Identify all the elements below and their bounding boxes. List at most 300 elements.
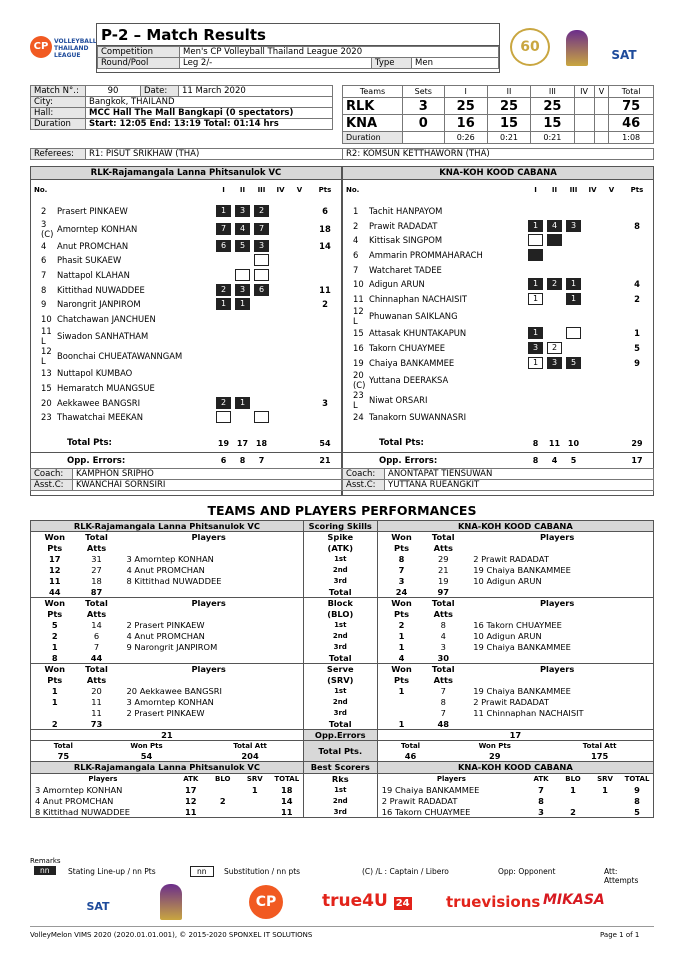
- player-pts: [621, 370, 653, 390]
- sponsor-nsdf-logo: [160, 884, 182, 920]
- best-value: 18: [280, 784, 293, 795]
- asst-coach-label: Asst.C:: [343, 480, 385, 491]
- rks-label: Rks: [331, 773, 349, 784]
- set-cell: [214, 395, 233, 410]
- set-cell: [290, 239, 309, 254]
- won-pts: 1: [51, 686, 58, 696]
- best-scorer-row: [31, 784, 303, 795]
- player-pts: 2: [634, 293, 640, 304]
- set-cell: [545, 204, 564, 219]
- player-pts: [309, 410, 341, 425]
- team-code: KNA: [343, 115, 403, 132]
- best-value: 3: [538, 806, 544, 817]
- total-pts-value: 8: [532, 438, 539, 448]
- set-cell: [564, 233, 583, 248]
- cp-volleyball-logo: CP VOLLEYBALL THAILAND LEAGUE: [30, 36, 90, 58]
- won-pts: 5: [51, 620, 58, 630]
- starting-lineup-box: 3: [254, 240, 269, 252]
- total-atts: 7: [440, 708, 446, 718]
- starting-lineup-box: 2: [216, 397, 231, 409]
- player-name: Prasert PINKAEW: [57, 206, 128, 217]
- atts-total: 97: [437, 586, 450, 597]
- set-cell: [545, 326, 564, 341]
- summary-header: Total: [400, 741, 421, 750]
- starting-lineup-box: 4: [547, 220, 562, 232]
- starting-lineup-box: 6: [216, 240, 231, 252]
- total-pts-value: 11: [548, 438, 561, 448]
- player-pts: [309, 366, 341, 381]
- set-cell: [583, 204, 602, 219]
- best-player: 8 Kittithad NUWADDEE: [35, 806, 130, 817]
- substitution-box: [254, 269, 269, 281]
- sponsor-true4u-logo: true4U 24: [322, 891, 410, 911]
- player-row: [343, 341, 653, 356]
- set-cell: [233, 381, 252, 396]
- player-number: 7: [353, 264, 359, 275]
- atts-total: 48: [437, 718, 450, 729]
- set-cell: [583, 306, 602, 326]
- sub-header: Pts: [47, 675, 63, 685]
- opp-errors-label: Opp. Errors:: [67, 455, 126, 466]
- set-cell: [290, 297, 309, 312]
- set-cell: [271, 268, 290, 283]
- player: 2 Prawit RADADAT: [473, 697, 549, 707]
- skill-row: [31, 576, 654, 587]
- set-cell: [214, 239, 233, 254]
- player: 8 Kittithad NUWADDEE: [115, 576, 304, 587]
- player-row: [31, 312, 341, 327]
- set-cell: [290, 410, 309, 425]
- player-number: 23 L: [353, 389, 364, 410]
- player-row: [343, 326, 653, 341]
- player: 19 Chaiya BANKAMMEE: [473, 686, 571, 696]
- match-no-label: Match N°.:: [31, 86, 86, 97]
- player-row: [343, 262, 653, 277]
- player-name: Chaiya BANKAMMEE: [369, 357, 455, 368]
- substitution-box: [235, 269, 250, 281]
- player-pts: [621, 262, 653, 277]
- best-header: TOTAL: [624, 774, 650, 783]
- set-cell: [214, 297, 233, 312]
- set-cell: [545, 233, 564, 248]
- won-pts: 1: [51, 642, 58, 652]
- set-cell: [290, 312, 309, 327]
- won-header: Won: [44, 664, 65, 675]
- best-team-name: KNA-KOH KOOD CABANA: [378, 762, 653, 773]
- best-value: 11: [184, 806, 197, 817]
- city: Bangkok, THAILAND: [86, 97, 333, 108]
- player-name: Narongrit JANPIROM: [57, 299, 141, 310]
- player-name: Phasit SUKAEW: [57, 255, 122, 266]
- player-pts: [309, 326, 341, 346]
- total-atts: 29: [437, 554, 449, 564]
- skill-row: [31, 697, 654, 708]
- player-name: Yuttana DEERAKSA: [369, 374, 449, 385]
- best-value: 8: [538, 795, 544, 806]
- player-number: 4: [41, 240, 47, 251]
- rank: 3rd: [303, 576, 377, 587]
- player-number: 23: [41, 412, 52, 423]
- best-value: 17: [184, 784, 197, 795]
- set-cell: [602, 292, 621, 307]
- coach-name: KAMPHON SRIPHO: [73, 469, 342, 480]
- anniversary-logo: 60: [510, 28, 550, 66]
- starting-lineup-box: 3: [235, 205, 250, 217]
- won-pts: 2: [398, 620, 405, 630]
- perf-team-a: RLK-Rajamangala Lanna Phitsanulok VC: [31, 521, 304, 532]
- set-cell: [545, 262, 564, 277]
- opp-errors-value: 8: [239, 456, 246, 466]
- best-header: Players: [88, 774, 118, 783]
- sponsor-truevisions-logo: truevisions: [446, 893, 541, 911]
- sub-header: Atts: [433, 675, 453, 685]
- player-name: Anut PROMCHAN: [57, 240, 129, 251]
- set-score: [594, 115, 609, 132]
- skill-row: [31, 642, 654, 653]
- best-value: 9: [634, 784, 640, 795]
- player-number: 1: [353, 206, 359, 217]
- duration-cell: Duration: [343, 132, 403, 144]
- coach-label: Coach:: [31, 469, 73, 480]
- player-pts: 3: [322, 397, 328, 408]
- summary-value: 204: [241, 750, 259, 761]
- total-header: Total: [431, 664, 455, 675]
- player: 2 Prawit RADADAT: [473, 554, 549, 564]
- player-name: Chatchawan JANCHUEN: [57, 313, 156, 324]
- starting-lineup-box: 1: [216, 298, 231, 310]
- set-cell: [271, 219, 290, 239]
- player-name: Thawatchai MEEKAN: [57, 412, 144, 423]
- starting-lineup-box: 6: [254, 284, 269, 296]
- set-cell: [602, 326, 621, 341]
- set-cell: [271, 410, 290, 425]
- best-value: [239, 806, 271, 817]
- starting-lineup-box: 5: [235, 240, 250, 252]
- opp-errors-label: Opp.Errors: [303, 730, 377, 741]
- set-cell: [214, 366, 233, 381]
- set-cell: [271, 253, 290, 268]
- total-atts: 11: [91, 708, 102, 718]
- set-cell: [526, 204, 545, 219]
- coaches-table: [30, 468, 342, 491]
- set-cell: [526, 233, 545, 248]
- player-number: 10: [353, 279, 364, 290]
- player-row: [343, 390, 653, 410]
- set-cell: [602, 248, 621, 263]
- starting-lineup-box: 3: [235, 284, 250, 296]
- player-row: [31, 268, 341, 283]
- opp-legend: Opp: Opponent: [498, 867, 556, 876]
- starting-lineup-box: 4: [235, 223, 250, 235]
- opp-errors-label: Opp. Errors:: [379, 455, 438, 466]
- player: 2 Prasert PINKAEW: [115, 708, 304, 719]
- set-cell: [252, 381, 271, 396]
- player-pts: [309, 346, 341, 366]
- starting-lineup-box: 1: [566, 278, 581, 290]
- player-row: [343, 277, 653, 292]
- player-number: 12 L: [41, 346, 52, 367]
- starting-lineup-box: [547, 234, 562, 246]
- total-pts-label: Total Pts.: [303, 741, 377, 762]
- player-row: [31, 366, 341, 381]
- duration-cell: 1:08: [609, 132, 654, 144]
- players-header: Players: [539, 664, 575, 675]
- player-number: 8: [41, 284, 47, 295]
- set-header: V: [608, 186, 615, 194]
- sub-header: Pts: [394, 675, 410, 685]
- footer-copyright: VolleyMelon VIMS 2020 (2020.01.01.001), © 2015-2020 SPONXEL IT SOLUTIONS: [30, 931, 313, 939]
- set-score: 25: [487, 98, 530, 115]
- total-header: Total: [431, 598, 455, 609]
- best-header: ATK: [183, 774, 199, 783]
- score-header: IV: [574, 86, 594, 98]
- player: 4 Anut PROMCHAN: [115, 565, 304, 576]
- player-pts: 5: [634, 343, 640, 354]
- total-pts-value: 10: [567, 438, 580, 448]
- set-cell: [526, 262, 545, 277]
- no-header: No.: [34, 186, 48, 194]
- won-pts: 12: [48, 565, 61, 575]
- set-cell: [271, 381, 290, 396]
- total-atts: 3: [440, 642, 446, 652]
- best-value: 7: [538, 784, 544, 795]
- set-cell: [214, 268, 233, 283]
- score-header: III: [531, 86, 574, 98]
- starting-lineup-box: 1: [528, 220, 543, 232]
- set-cell: [545, 277, 564, 292]
- player-pts: 11: [319, 284, 331, 295]
- substitution-box: 1: [528, 293, 543, 305]
- round: Leg 2/-: [180, 58, 372, 69]
- player-number: 24: [353, 412, 364, 423]
- set-cell: [526, 248, 545, 263]
- competition-label: Competition: [98, 47, 180, 58]
- set-cell: [290, 253, 309, 268]
- set-cell: [252, 346, 271, 366]
- substitution-box: [254, 254, 269, 266]
- total-label: Total: [303, 587, 377, 598]
- player: 16 Takorn CHUAYMEE: [473, 620, 562, 630]
- substitution-box: [566, 327, 581, 339]
- type: Men: [412, 58, 499, 69]
- remarks-row: [30, 866, 654, 885]
- opp-errors-value: 8: [532, 456, 539, 466]
- set-cell: [252, 253, 271, 268]
- summary-value: 46: [404, 750, 417, 761]
- starting-lineup-box: 3: [566, 220, 581, 232]
- player-name: Kittithad NUWADDEE: [57, 284, 145, 295]
- player: 20 Aekkawee BANGSRI: [115, 686, 304, 697]
- asst-coach-name: YUTTANA RUEANGKIT: [385, 480, 654, 491]
- player-name: Ammarin PROMMAHARACH: [369, 250, 483, 261]
- player-row: [343, 410, 653, 425]
- set-cell: [564, 306, 583, 326]
- set-cell: [233, 326, 252, 346]
- set-cell: [233, 410, 252, 425]
- set-cell: [564, 277, 583, 292]
- nsdf-logo: [566, 30, 588, 66]
- opp-errors-value: 7: [258, 456, 265, 466]
- starting-lineup-box: 5: [566, 357, 581, 369]
- player-name: Hemaratch MUANGSUE: [57, 383, 155, 394]
- sub-header: Pts: [47, 609, 63, 619]
- set-cell: [602, 204, 621, 219]
- won-pts: 11: [48, 576, 61, 586]
- best-value: [207, 806, 239, 817]
- sub-header: Pts: [394, 543, 410, 553]
- set-cell: [214, 381, 233, 396]
- starting-lineup-box: 7: [216, 223, 231, 235]
- starting-lineup-box: 1: [216, 205, 231, 217]
- set-score: 46: [609, 115, 654, 132]
- player-row: [31, 410, 341, 425]
- referee-2: R2: KOMSUN KETTHAWORN (THA): [343, 149, 654, 160]
- player: 19 Chaiya BANKAMMEE: [473, 642, 571, 652]
- total-label: Total: [303, 653, 377, 664]
- set-cell: [214, 204, 233, 219]
- coach-name: ANONTAPAT TIENSUWAN: [385, 469, 654, 480]
- player-name: Attasak KHUNTAKAPUN: [369, 328, 467, 339]
- player-pts: 18: [319, 223, 331, 234]
- player: 4 Anut PROMCHAN: [115, 631, 304, 642]
- won-header: Won: [391, 664, 412, 675]
- player-name: Siwadon SANHATHAM: [57, 331, 149, 342]
- players-header: Players: [115, 598, 304, 609]
- totals-table: [31, 435, 341, 469]
- set-cell: [233, 297, 252, 312]
- players-header: Players: [539, 598, 575, 609]
- total-pts-value: [290, 435, 309, 452]
- set-cell: [545, 248, 564, 263]
- start-legend-box: nn: [34, 866, 56, 875]
- won-header: Won: [391, 532, 412, 543]
- set-cell: [252, 239, 271, 254]
- player-name: Prawit RADADAT: [369, 220, 438, 231]
- player-row: [343, 292, 653, 307]
- player-pts: [621, 390, 653, 410]
- total-atts: 8: [440, 697, 446, 707]
- set-score: 15: [531, 115, 574, 132]
- score-table: [342, 85, 654, 144]
- rank: 1st: [303, 620, 377, 631]
- set-cell: [233, 282, 252, 297]
- skill-name: Block: [303, 598, 377, 609]
- set-cell: [271, 366, 290, 381]
- set-cell: [583, 262, 602, 277]
- set-cell: [252, 297, 271, 312]
- set-cell: [214, 346, 233, 366]
- page-title: P-2 – Match Results: [97, 24, 499, 46]
- won-pts: 1: [398, 642, 405, 652]
- set-score: 16: [444, 115, 487, 132]
- referee-1: R1: PISUT SRIKHAW (THA): [86, 149, 343, 160]
- sub-header: Atts: [433, 609, 453, 619]
- summary-value: 54: [140, 750, 153, 761]
- player-pts: [621, 233, 653, 248]
- best-value: 12: [184, 795, 197, 806]
- set-cell: [583, 370, 602, 390]
- starting-lineup-box: 1: [566, 293, 581, 305]
- players-header: Players: [539, 532, 575, 543]
- duration-label: Duration: [31, 119, 86, 130]
- sub-header: Atts: [86, 675, 107, 685]
- set-header: III: [257, 186, 266, 194]
- set-cell: [602, 341, 621, 356]
- won-pts: 17: [48, 554, 61, 564]
- total-atts: 20: [91, 686, 102, 696]
- player-row: [31, 346, 341, 366]
- won-pts: 3: [398, 576, 405, 586]
- set-cell: [214, 219, 233, 239]
- player-number: 6: [353, 250, 359, 261]
- set-cell: [252, 326, 271, 346]
- set-score: 3: [403, 98, 445, 115]
- set-cell: [214, 312, 233, 327]
- rank: 1st: [303, 554, 377, 565]
- set-score: 75: [609, 98, 654, 115]
- duration-cell: [403, 132, 445, 144]
- set-cell: [583, 292, 602, 307]
- won-pts: [377, 697, 425, 708]
- set-cell: [564, 262, 583, 277]
- won-total: 24: [395, 586, 408, 597]
- total-atts: 21: [437, 565, 449, 575]
- set-cell: [583, 219, 602, 234]
- won-total: 1: [398, 718, 405, 729]
- score-header: Sets: [403, 86, 445, 98]
- total-atts: 27: [91, 565, 102, 575]
- header-box: [96, 23, 500, 73]
- player: 3 Amorntep KONHAN: [115, 697, 304, 708]
- won-pts: [377, 708, 425, 719]
- set-header: I: [222, 186, 225, 194]
- total-header: Total: [85, 532, 108, 543]
- set-cell: [290, 395, 309, 410]
- team-name: KNA-KOH KOOD CABANA: [343, 167, 653, 180]
- skill-abbr: (ATK): [303, 543, 377, 554]
- player-row: [343, 219, 653, 234]
- starting-lineup-box: 1: [528, 278, 543, 290]
- substitution-box: [254, 411, 269, 423]
- opp-errors-value: [602, 452, 621, 469]
- sat-logo: SAT: [611, 48, 637, 62]
- opp-errors-value: [271, 452, 290, 469]
- substitution-box: 1: [528, 357, 543, 369]
- total-pts-value: [271, 435, 290, 452]
- set-cell: [564, 341, 583, 356]
- won-pts: 7: [398, 565, 405, 575]
- player-number: 15: [353, 328, 364, 339]
- skill-abbr: (BLO): [303, 609, 377, 620]
- team-b-roster: [342, 166, 654, 496]
- best-header: TOTAL: [274, 774, 300, 783]
- set-cell: [602, 355, 621, 370]
- won-total: 4: [398, 652, 405, 663]
- set-cell: [602, 370, 621, 390]
- set-cell: [583, 248, 602, 263]
- set-cell: [214, 410, 233, 425]
- set-cell: [602, 262, 621, 277]
- player-number: 2: [41, 206, 47, 217]
- set-cell: [526, 292, 545, 307]
- best-scorer-row: [378, 806, 653, 817]
- set-cell: [583, 277, 602, 292]
- asst-coach-label: Asst.C:: [31, 480, 73, 491]
- total-pts-label: Total Pts:: [379, 438, 424, 449]
- player-row: [31, 253, 341, 268]
- player-row: [31, 326, 341, 346]
- sub-header: Pts: [47, 543, 63, 553]
